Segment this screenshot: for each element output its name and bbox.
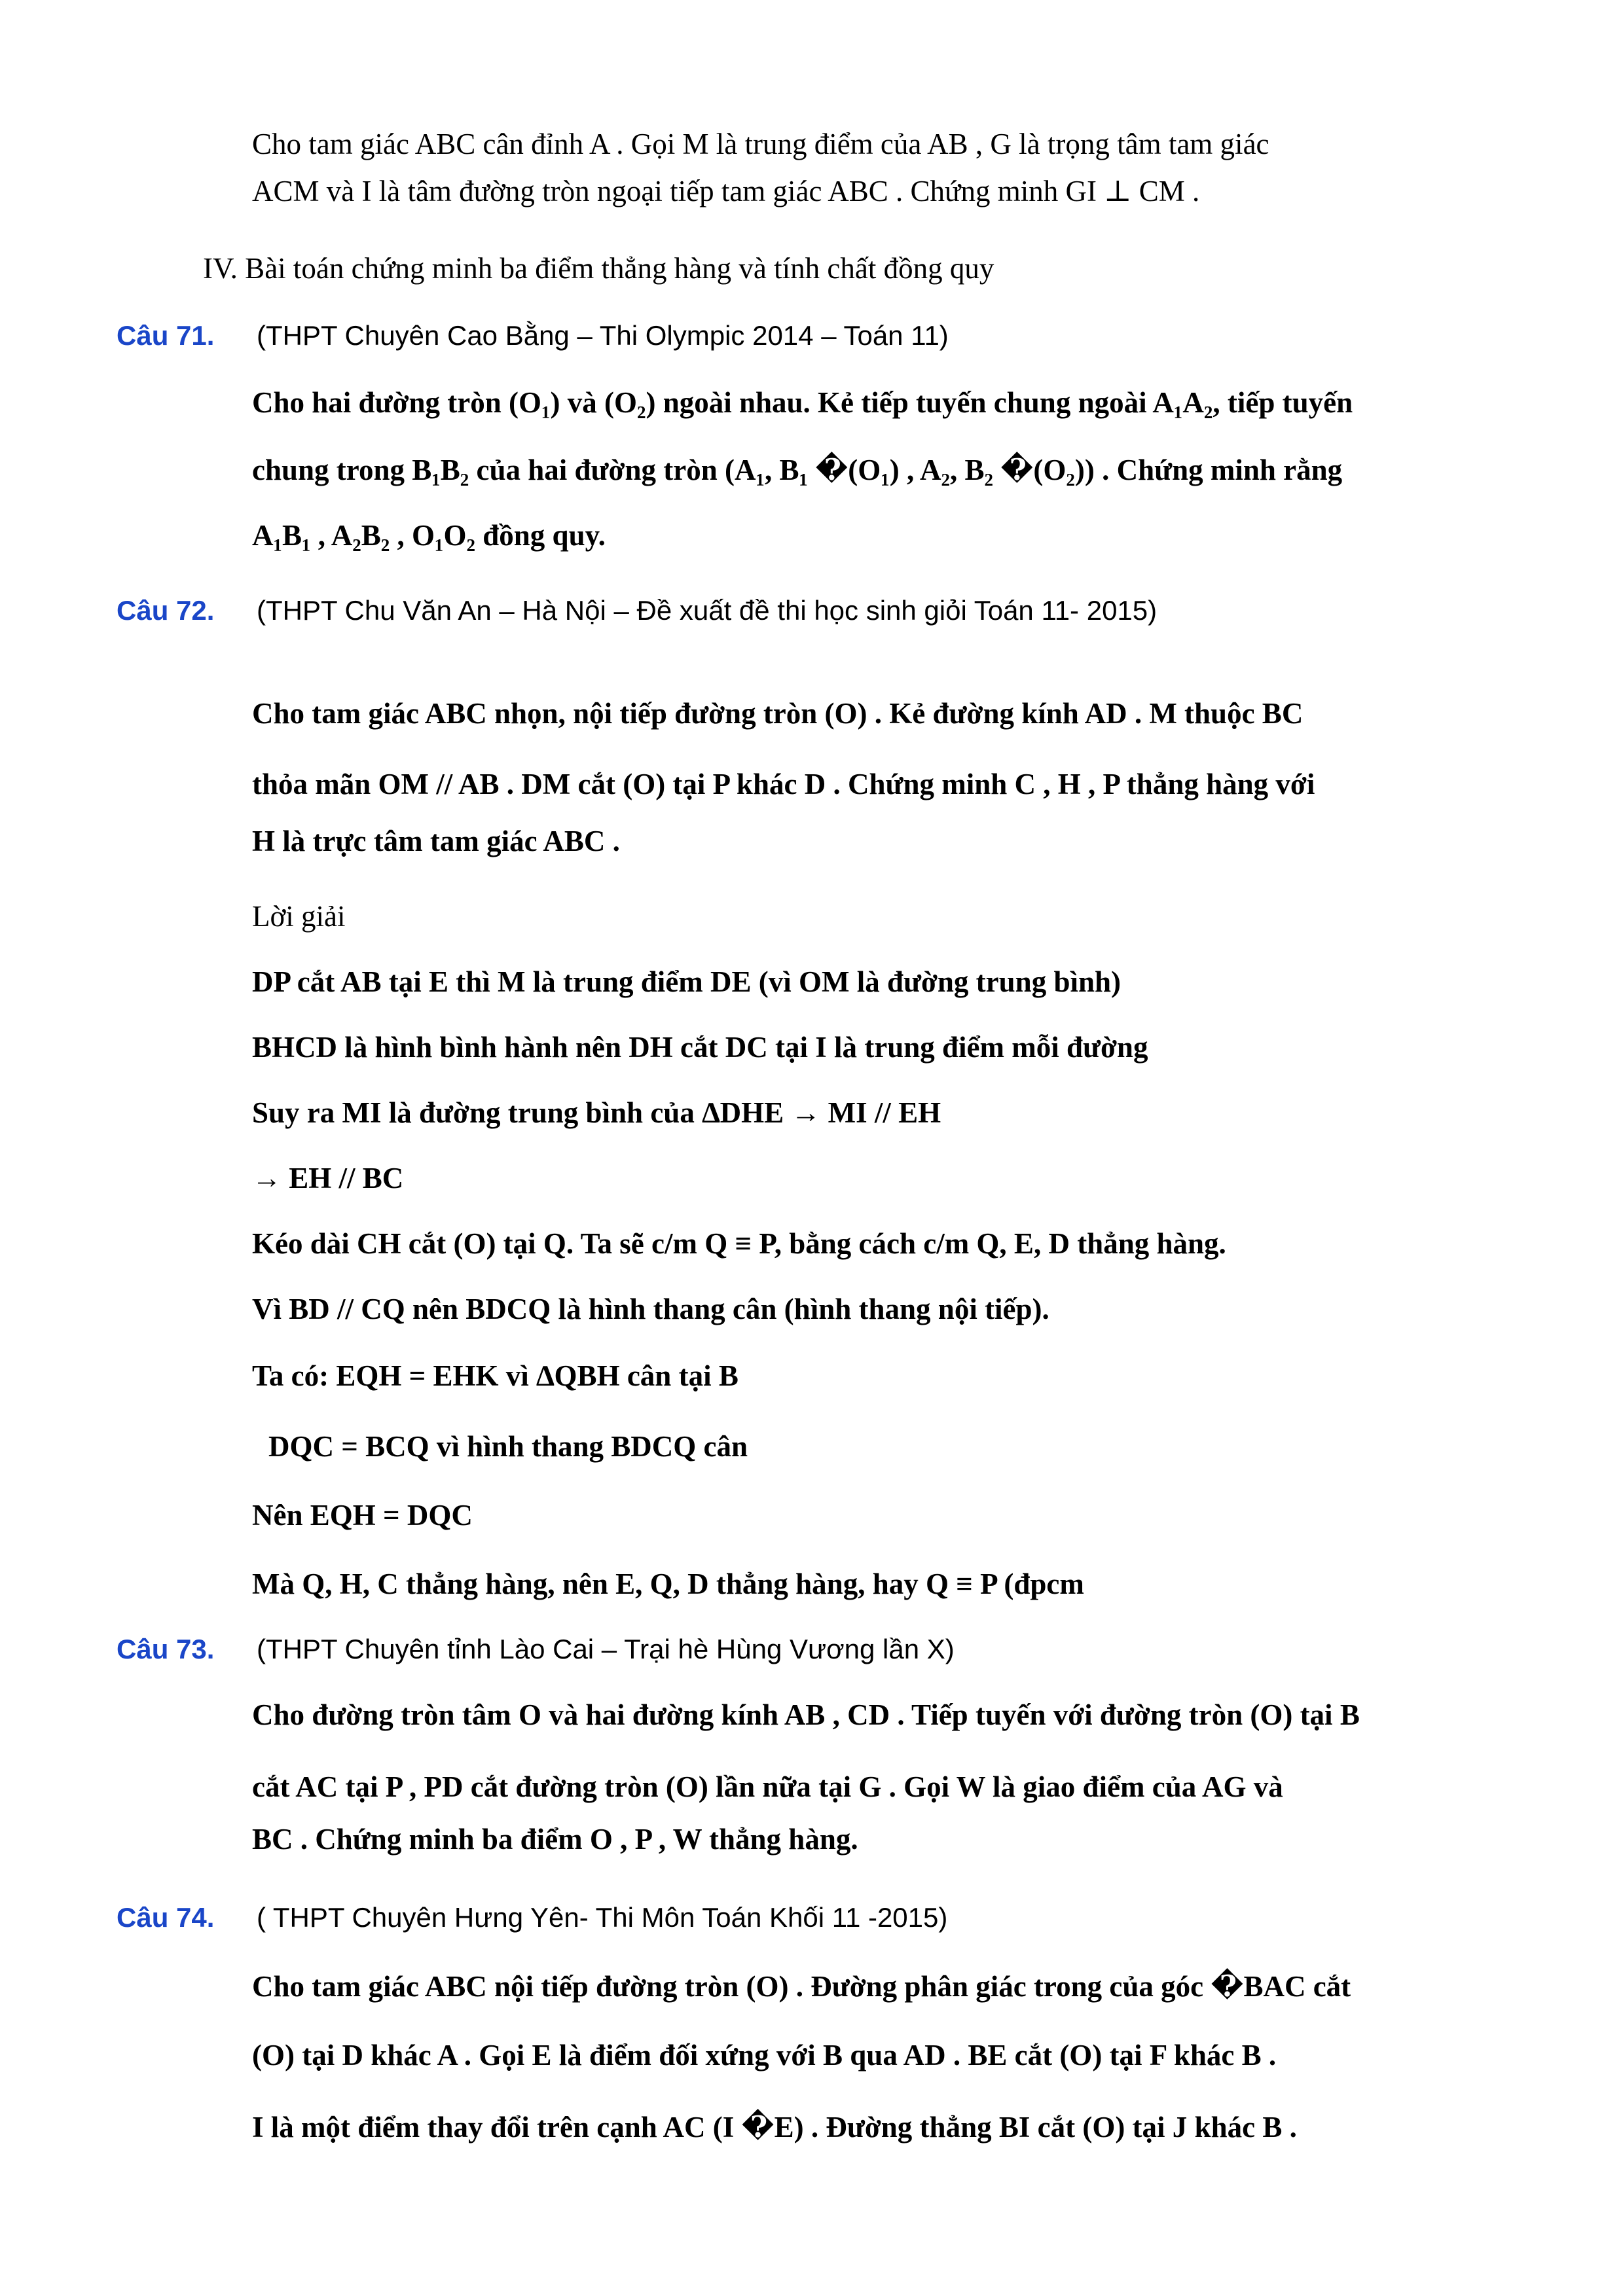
q72-solution-line-10: Mà Q, H, C thẳng hàng, nên E, Q, D thẳng hàng, hay Q ≡ P (đpcm xyxy=(252,1568,1084,1600)
q74-label: Câu 74. xyxy=(117,1902,215,1933)
q72-solution-line-1: DP cắt AB tại E thì M là trung điểm DE (vì OM là đường trung bình) xyxy=(252,965,1122,998)
q73-source: (THPT Chuyên tỉnh Lào Cai – Trại hè Hùng Vương lần X) xyxy=(257,1634,955,1664)
q71-line-3: A₁B₁ , A₂B₂ , O₁O₂ đồng quy. xyxy=(252,519,606,552)
q72-solution-line-5: Kéo dài CH cắt (O) tại Q. Ta sẽ c/m Q ≡ P, bằng cách c/m Q, E, D thẳng hàng. xyxy=(252,1227,1226,1260)
q72-line-2: thỏa mãn OM // AB . DM cắt (O) tại P khác D . Chứng minh C , H , P thẳng hàng với xyxy=(252,768,1315,800)
intro-line-1: Cho tam giác ABC cân đỉnh A . Gọi M là trung điểm của AB , G là trọng tâm tam giác xyxy=(252,128,1269,160)
q71-label: Câu 71. xyxy=(117,320,215,351)
q73-line-1: Cho đường tròn tâm O và hai đường kính AB , CD . Tiếp tuyến với đường tròn (O) tại B xyxy=(252,1698,1360,1731)
q73-line-2: cắt AC tại P , PD cắt đường tròn (O) lần nữa tại G . Gọi W là giao điểm của AG và xyxy=(252,1770,1283,1803)
q74-line-3: I là một điểm thay đổi trên cạnh AC (I �E) . Đường thẳng BI cắt (O) tại J khác B . xyxy=(252,2111,1297,2144)
q71-line-1: Cho hai đường tròn (O₁) và (O₂) ngoài nhau. Kẻ tiếp tuyến chung ngoài A₁A₂, tiếp tuyến xyxy=(252,386,1353,419)
q72-solution-line-8: DQC = BCQ vì hình thang BDCQ cân xyxy=(268,1430,748,1463)
q72-solution-line-9: Nên EQH = DQC xyxy=(252,1499,473,1532)
q72-solution-line-7: Ta có: EQH = EHK vì ∆QBH cân tại B xyxy=(252,1359,739,1392)
q72-solution-line-6: Vì BD // CQ nên BDCQ là hình thang cân (hình thang nội tiếp). xyxy=(252,1293,1049,1325)
q73-line-3: BC . Chứng minh ba điểm O , P , W thẳng hàng. xyxy=(252,1823,858,1856)
q74-line-1: Cho tam giác ABC nội tiếp đường tròn (O) . Đường phân giác trong của góc �BAC cắt xyxy=(252,1970,1351,2003)
q74-line-2: (O) tại D khác A . Gọi E là điểm đối xứng với B qua AD . BE cắt (O) tại F khác B . xyxy=(252,2039,1277,2072)
q71-line-2: chung trong B₁B₂ của hai đường tròn (A₁, B₁ �(O₁) , A₂, B₂ �(O₂)) . Chứng minh rằng xyxy=(252,454,1343,486)
section-heading: IV. Bài toán chứng minh ba điểm thẳng hàng và tính chất đồng quy xyxy=(203,252,994,285)
q72-label: Câu 72. xyxy=(117,595,215,626)
q72-solution-label: Lời giải xyxy=(252,900,346,933)
q71-source: (THPT Chuyên Cao Bằng – Thi Olympic 2014 – Toán 11) xyxy=(257,320,949,351)
q72-solution-line-2: BHCD là hình bình hành nên DH cắt DC tại I là trung điểm mỗi đường xyxy=(252,1031,1148,1064)
q72-line-1: Cho tam giác ABC nhọn, nội tiếp đường tròn (O) . Kẻ đường kính AD . M thuộc BC xyxy=(252,697,1304,730)
q72-source: (THPT Chu Văn An – Hà Nội – Đề xuất đề thi học sinh giỏi Toán 11- 2015) xyxy=(257,595,1158,626)
intro-line-2: ACM và I là tâm đường tròn ngoại tiếp tam giác ABC . Chứng minh GI ⊥ CM . xyxy=(252,175,1200,207)
q72-solution-line-4: → EH // BC xyxy=(252,1162,404,1194)
q73-label: Câu 73. xyxy=(117,1634,215,1664)
q72-line-3: H là trực tâm tam giác ABC . xyxy=(252,825,620,857)
q72-solution-line-3: Suy ra MI là đường trung bình của ∆DHE → MI // EH xyxy=(252,1096,941,1129)
q74-source: ( THPT Chuyên Hưng Yên- Thi Môn Toán Khối 11 -2015) xyxy=(257,1902,948,1933)
